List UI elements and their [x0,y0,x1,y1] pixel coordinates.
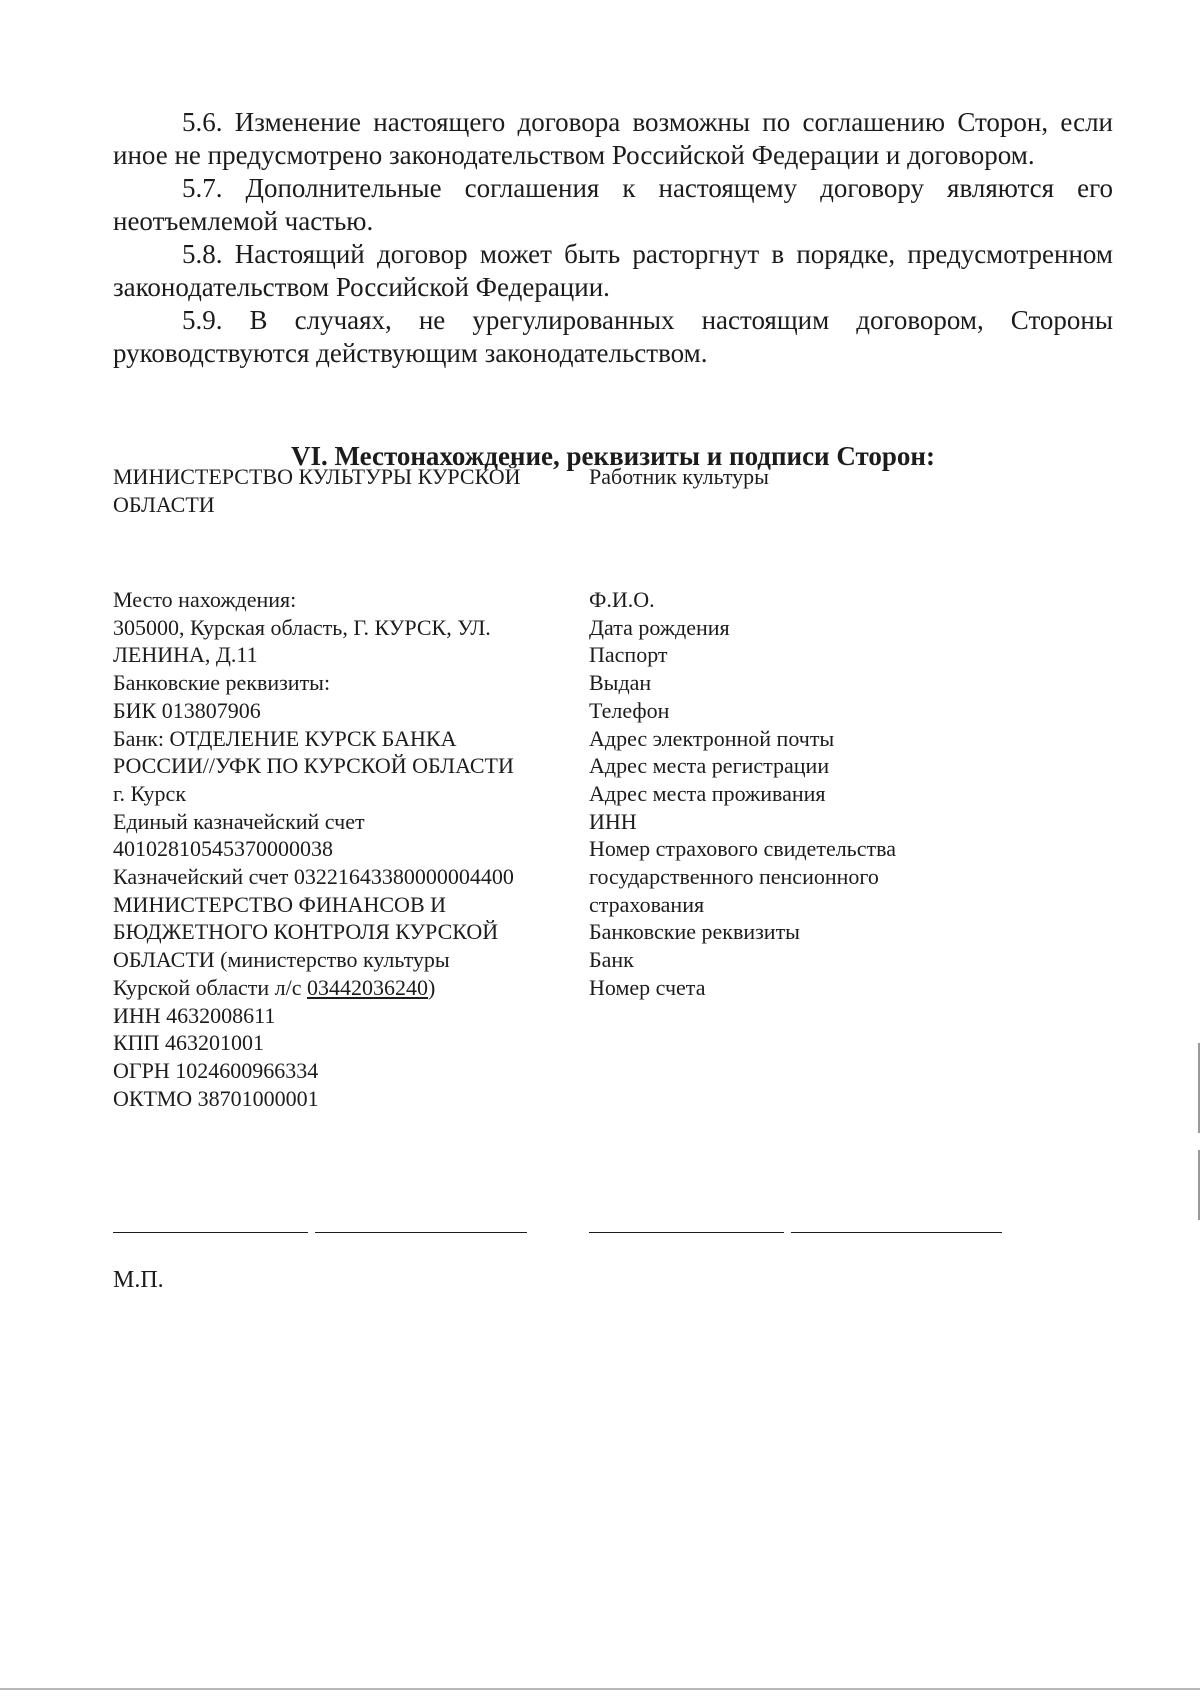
personal-account-suffix: ) [428,974,436,1000]
field-label: Телефон [589,697,670,723]
clause-5-6: 5.6. Изменение настоящего договора возможны по соглашению Сторон, если иное не предусмотрено законодательством Российской Федерации и договором. [113,107,1113,170]
right-party-name-line: Работник культуры [589,464,769,489]
detail-line: Место нахождения: [113,587,297,612]
inn-line: ИНН 4632008611 [113,1002,276,1028]
field-label: государственного пенсионного [589,864,879,890]
detail-line: Казначейский счет 03221643380000004400 [113,864,514,890]
field-label: ИНН [589,808,637,834]
personal-account-number: 03442036240 [307,974,429,1000]
detail-line: БИК 013807906 [113,697,261,723]
left-party-details [113,586,583,1112]
field-label: Номер счета [589,974,706,1000]
detail-line: 305000, Курская область, Г. КУРСК, УЛ. [113,614,491,640]
left-party-name-line: ОБЛАСТИ [113,491,215,517]
detail-line: БЮДЖЕТНОГО КОНТРОЛЯ КУРСКОЙ [113,919,499,945]
detail-line: г. Курск [113,780,187,806]
detail-line: Банковские реквизиты: [113,670,331,696]
field-label: Адрес места проживания [589,780,826,806]
clause-5-8: 5.8. Настоящий договор может быть расторгнут в порядке, предусмотренном законодательством Российской Федерации. [113,239,1113,302]
field-label: Ф.И.О. [589,587,655,612]
kpp-line: КПП 463201001 [113,1030,264,1056]
detail-line: МИНИСТЕРСТВО ФИНАНСОВ И [113,891,447,917]
left-name-line [315,1232,527,1233]
contract-clauses [113,106,1113,370]
field-label: страхования [589,891,705,917]
left-signature-line [113,1232,308,1233]
left-party-name [113,463,583,518]
scan-bottom-edge [0,1688,1200,1690]
detail-line: ЛЕНИНА, Д.11 [113,642,258,668]
field-label: Выдан [589,670,652,696]
field-label: Банк [589,947,634,973]
right-party-fields [589,586,1049,1002]
field-label: Адрес места регистрации [589,753,830,779]
ogrn-line: ОГРН 1024600966334 [113,1057,319,1083]
oktmo-line: ОКТМО 38701000001 [113,1085,319,1111]
detail-line: Банк: ОТДЕЛЕНИЕ КУРСК БАНКА [113,725,457,751]
section-title: VI. Местонахождение, реквизиты и подписи Сторон: [291,441,935,471]
clause-5-9: 5.9. В случаях, не урегулированных настоящим договором, Стороны руководствуются действующим законодательством. [113,305,1113,368]
personal-account-prefix: Курской области л/с [113,974,308,1000]
field-label: Адрес электронной почты [589,725,835,751]
detail-line: ОБЛАСТИ (министерство культуры [113,947,450,973]
detail-line: 40102810545370000038 [113,836,333,862]
field-label: Номер страхового свидетельства [589,836,896,862]
field-label: Дата рождения [589,614,730,640]
field-label: Банковские реквизиты [589,919,800,945]
right-name-line [791,1232,1002,1233]
stamp-placeholder: М.П. [113,1267,164,1293]
right-signature-line [589,1232,784,1233]
detail-line: РОССИИ//УФК ПО КУРСКОЙ ОБЛАСТИ [113,753,514,779]
left-party-name-line: МИНИСТЕРСТВО КУЛЬТУРЫ КУРСКОЙ [113,464,521,489]
field-label: Паспорт [589,642,668,668]
right-party-name [589,463,1049,491]
detail-line: Единый казначейский счет [113,808,365,834]
clause-5-7: 5.7. Дополнительные соглашения к настоящему договору являются его неотъемлемой частью. [113,173,1113,236]
personal-account-line [113,974,583,1002]
